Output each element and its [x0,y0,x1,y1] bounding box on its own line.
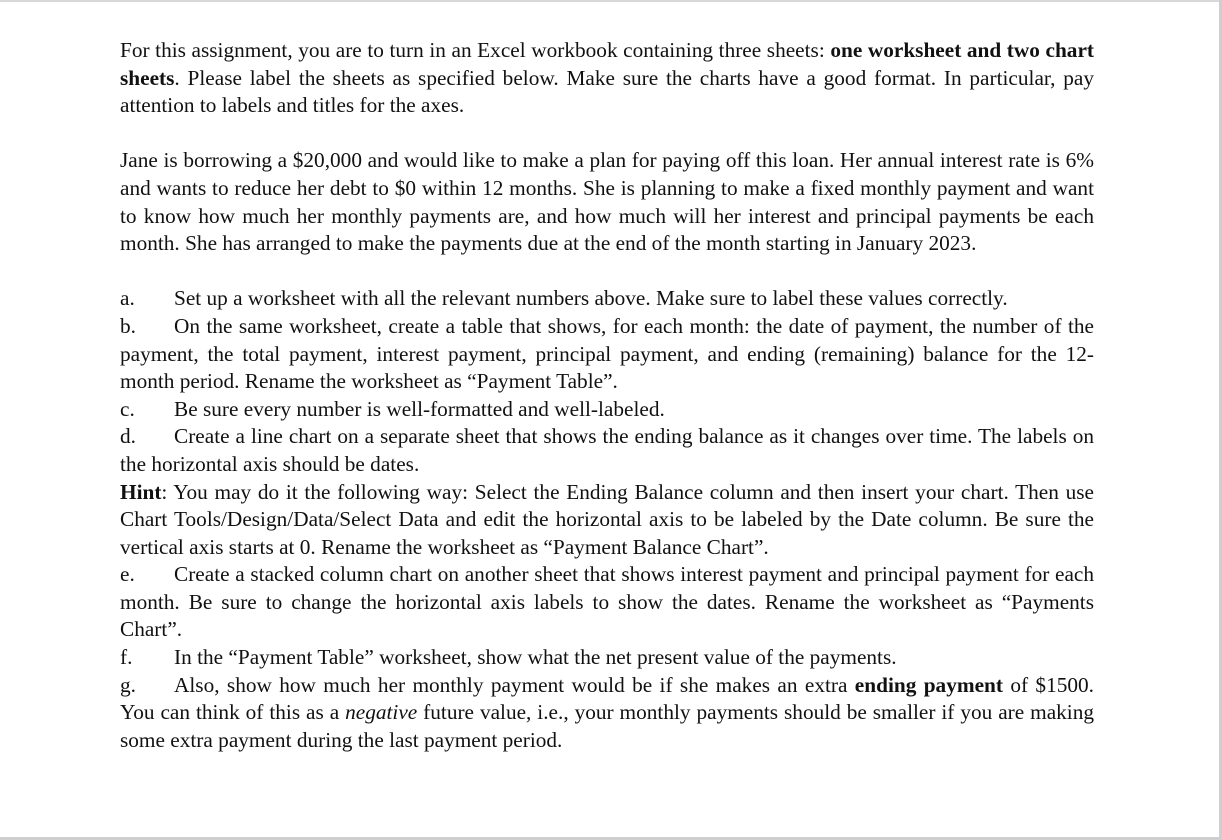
item-e [120,561,1094,644]
hint-paragraph [120,479,1094,562]
intro-text-1: For this assignment, you are to turn in an Excel workbook containing three sheets: [120,38,831,62]
item-c-label: c. [120,396,135,421]
item-f [120,644,1094,672]
item-g-italic-negative: negative [345,700,418,725]
item-c-text: Be sure every number is well-formatted and well-labeled. [174,396,665,421]
item-g-bold-ending-payment: ending payment [854,672,1003,697]
item-a-text: Set up a worksheet with all the relevant numbers above. Make sure to label these values correctly. [174,286,1008,311]
item-f-text: In the “Payment Table” worksheet, show what the net present value of the payments. [174,645,897,670]
item-b-label: b. [120,313,136,338]
hint-label: Hint [120,479,162,504]
page-top-edge [0,0,1222,2]
intro-paragraph [120,37,1094,120]
scenario-paragraph: Jane is borrowing a $20,000 and would like to make a plan for paying off this loan. Her annual interest rate is 6% and wants to reduce her debt to $0 within 12 months. She is planning to make a fixed monthly payment and want to know how much her monthly payments are, and how much will her interest and principal payments be each month. She has arranged to make the payments due at the end of the month starting in January 2023. [120,148,1094,256]
item-g-text-2: of $1500. You can think of this as a [120,672,1094,725]
item-g-text-1: Also, show how much her monthly payment would be if she makes an extra [174,672,855,697]
item-g-label: g. [120,672,136,697]
item-d-label: d. [120,424,136,449]
item-e-text: Create a stacked column chart on another sheet that shows interest payment and principal payment for each month. Be sure to change the horizontal axis labels to show the dates. Rename the worksheet as “Payments Chart”. [120,562,1094,642]
item-b-text: On the same worksheet, create a table that shows, for each month: the date of payment, the number of the payment, the total payment, interest payment, principal payment, and ending (remaining) balance for the 12-month period. Rename the worksheet as “Payment Table”. [120,313,1094,394]
item-f-label: f. [120,645,133,670]
item-g [120,672,1094,755]
item-d-text: Create a line chart on a separate sheet that shows the ending balance as it changes over time. The labels on the horizontal axis should be dates. [120,424,1094,476]
item-a-label: a. [120,286,135,311]
intro-text-2: . Please label the sheets as specified below. Make sure the charts have a good format. In particular, pay attention to labels and titles for the axes. [120,65,1094,118]
intro-bold-sheets: one worksheet and two chart sheets [120,38,1094,90]
item-b [120,313,1094,396]
item-c [120,396,1094,424]
item-e-label: e. [120,562,135,587]
assignment-document [120,37,1094,754]
item-g-text-3: future value, i.e., your monthly payments should be smaller if you are making some extra payment during the last payment period. [120,700,1095,752]
hint-text: : You may do it the following way: Select the Ending Balance column and then insert your chart. Then use Chart Tools/Design/Data/Select Data and edit the horizontal axis to be labeled by the Date column. Be sure the vertical axis starts at 0. Rename the worksheet as “Payment Balance Chart”. [120,479,1094,559]
item-a [120,285,1094,313]
item-d [120,423,1094,478]
